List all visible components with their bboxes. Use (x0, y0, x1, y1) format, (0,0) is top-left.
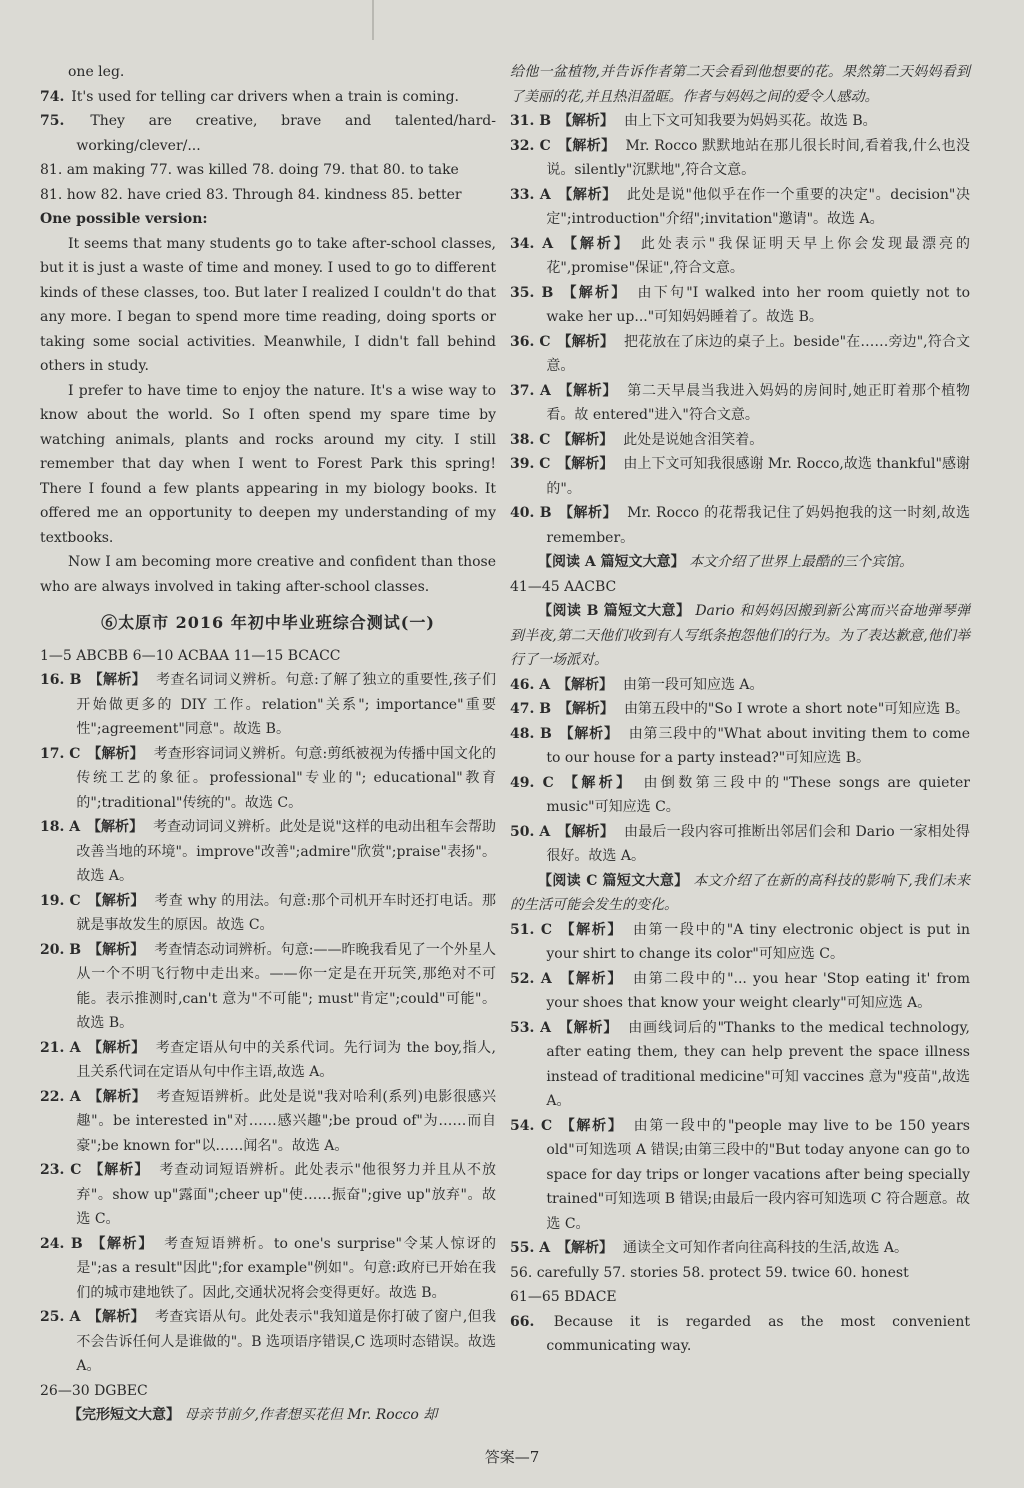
answer-text: 考查情态动词辨析。句意:——昨晚我看见了一个外星人从一个不明飞行物中走出来。——你一定是在开玩笑,那绝对不可能。表示推测时,can't 意为"不可能"; must"肯定";could"可能"。故选 B。 (76, 941, 497, 1031)
analysis-tag: 【解析】 (87, 745, 144, 762)
answer-item (510, 109, 970, 134)
answer-text: 把花放在了床边的桌子上。beside"在……旁边",符合文意。 (546, 333, 971, 374)
answer-line: 26—30 DGBEC (40, 1382, 148, 1399)
analysis-tag: 【解析】 (559, 725, 619, 742)
summary-tag: 【阅读 A 篇短文大意】 (538, 554, 685, 570)
answer-item (510, 501, 970, 550)
answer-number: 46. A (510, 676, 555, 693)
paragraph: one leg. (68, 64, 125, 80)
section-title: ⑥太原市 2016 年初中毕业班综合测试(一) (101, 613, 435, 632)
answer-line: 56. carefully 57. stories 58. protect 59. twice 60. honest (510, 1264, 909, 1281)
summary-block (510, 550, 970, 575)
analysis-tag: 【解析】 (557, 431, 614, 448)
summary-text: 本文介绍了世界上最酷的三个宾馆。 (684, 554, 914, 570)
answer-number: 33. A (510, 186, 557, 203)
summary-tag: 【阅读 C 篇短文大意】 (538, 872, 689, 889)
answer-number: 50. A (510, 823, 556, 840)
answer-item (510, 330, 970, 379)
answer-number: 20. B (40, 941, 87, 958)
answer-number: 36. C (510, 333, 556, 350)
analysis-tag: 【解析】 (557, 333, 615, 350)
summary-text: Dario 和妈妈因搬到新公寓而兴奋地弹琴弹到半夜,第二天他们收到有人写纸条抱怨他们的行为。为了表达歉意,他们举行了一场派对。 (510, 603, 970, 668)
answer-item (510, 673, 970, 698)
answer-item (510, 183, 970, 232)
answer-text: 考查动词词义辨析。此处是说"这样的电动出租车会帮助改善当地的环境"。improve"改善";admire"欣赏";praise"表扬"。故选 A。 (76, 819, 496, 884)
answer-item (510, 1310, 970, 1359)
answer-number: 55. A (510, 1240, 555, 1256)
answer-text: Because it is regarded as the most convenient communicating way. (546, 1313, 970, 1354)
answer-number: 49. C (510, 774, 562, 791)
answer-text: 考查 why 的用法。句意:那个司机开车时还打电话。那就是事故发生的原因。故选 C。 (76, 892, 497, 933)
analysis-tag: 【解析】 (558, 186, 617, 203)
answer-number: 48. B (510, 725, 558, 742)
answer-number: 23. C (40, 1162, 88, 1178)
answer-item (40, 1036, 496, 1085)
answer-text: Mr. Rocco 的花帮我记住了妈妈抱我的这一时刻,故选 remember。 (546, 505, 971, 546)
analysis-tag: 【解析】 (87, 819, 144, 835)
analysis-tag: 【解析】 (558, 382, 618, 399)
answer-number: 74. (40, 88, 70, 105)
analysis-tag: 【解析】 (560, 970, 624, 987)
page-footer: 答案—7 (484, 1448, 540, 1466)
analysis-tag: 【解析】 (87, 1309, 146, 1325)
answer-text: 由最后一段内容可推断出邻居们会和 Dario 一家相处得很好。故选 A。 (546, 823, 971, 864)
page-fold-line (372, 0, 374, 40)
answer-text: 考查定语从句中的关系代词。先行词为 the boy,指人,且关系代词在定语从句中作主语,故选 A。 (76, 1039, 497, 1080)
summary-text: 母亲节前夕,作者想买花但 Mr. Rocco 却 (180, 1407, 438, 1423)
analysis-tag: 【解析】 (559, 505, 618, 521)
summary-block (510, 599, 970, 673)
answer-text: 此处是说"他似乎在作一个重要的决定"。decision"决定";introduction"介绍";invitation"邀请"。故选 A。 (546, 186, 970, 227)
right-column (510, 60, 970, 1359)
analysis-tag: 【解析】 (87, 892, 145, 909)
answer-text: 由第一段中的"people may live to be 150 years old"可知选项 A 错误;由第三段中的"But today anyone can go to space for day trips or longer vacations after being specially trained"可知选项 B 错误;由最后一段内容可知选项 C 符合题意。故选 C。 (546, 1117, 970, 1232)
answer-item (510, 1236, 970, 1261)
section-heading: One possible version: (40, 211, 208, 227)
answer-line: 81. how 82. have cried 83. Through 84. kindness 85. better (40, 186, 462, 203)
summary-block (40, 1403, 496, 1428)
analysis-tag: 【解析】 (564, 774, 634, 791)
answer-text: 由第一段中的"A tiny electronic object is put in your shirt to change its color"可知应选 C。 (546, 921, 970, 962)
answer-item (510, 918, 970, 967)
analysis-tag: 【解析】 (560, 921, 623, 938)
answer-text: 考查动词短语辨析。此处表示"他很努力并且从不放弃"。show up"露面";cheer up"使……振奋";give up"放弃"。故选 C。 (76, 1162, 496, 1227)
analysis-tag: 【解析】 (557, 823, 615, 840)
answer-text: 由第五段中的"So I wrote a short note"可知应选 B。 (623, 701, 970, 717)
answer-item (40, 668, 496, 742)
analysis-tag: 【解析】 (558, 1019, 619, 1036)
answer-item (510, 452, 970, 501)
answer-text: 通读全文可知作者向往高科技的生活,故选 A。 (622, 1240, 908, 1256)
answer-text: 由第一段可知应选 A。 (622, 676, 764, 693)
summary-text: 给他一盆植物,并告诉作者第二天会看到他想要的花。果然第二天妈妈看到了美丽的花,并且热泪盈眶。作者与妈妈之间的爱令人感动。 (510, 64, 970, 105)
answer-text: 第二天早晨当我进入妈妈的房间时,她正盯着那个植物看。故 entered"进入"符合文意。 (546, 382, 971, 423)
answer-item (510, 134, 970, 183)
analysis-tag: 【解析】 (557, 137, 616, 154)
answer-item (510, 379, 970, 428)
analysis-tag: 【解析】 (556, 676, 613, 693)
left-column (40, 60, 496, 1428)
answer-item (40, 889, 496, 938)
answer-number: 34. A (510, 235, 561, 252)
answer-number: 47. B (510, 701, 556, 717)
answer-number: 22. A (40, 1088, 87, 1105)
answer-number: 21. A (40, 1039, 86, 1056)
answer-number: 38. C (510, 431, 556, 448)
summary-text: 本文介绍了在新的高科技的影响下,我们未来的生活可能会发生的变化。 (510, 872, 970, 913)
answer-number: 24. B (40, 1235, 90, 1252)
answer-item (510, 722, 970, 771)
answer-item (510, 1114, 970, 1237)
answer-line: 81. am making 77. was killed 78. doing 79. that 80. to take (40, 162, 459, 178)
answer-number: 40. B (510, 505, 557, 521)
answer-text: They are creative, brave and talented/hard-working/clever/... (76, 113, 496, 154)
answer-item (40, 742, 496, 816)
analysis-tag: 【解析】 (89, 1162, 150, 1178)
answer-item (40, 85, 496, 110)
answer-line: 61—65 BDACE (510, 1289, 617, 1305)
answer-item (510, 771, 970, 820)
answer-text: 考查名词词义辨析。句意:了解了独立的重要性,孩子们开始做更多的 DIY 工作。relation"关系"; importance"重要性";agreement"同意"。故选 B。 (76, 672, 497, 737)
answer-text: 由第二段中的"... you hear 'Stop eating it' from your shoes that know your weight clearly"可知应选 A。 (546, 970, 971, 1011)
answer-number: 16. B (40, 672, 87, 688)
answer-text: 考查短语辨析。此处是说"我对哈利(系列)电影很感兴趣"。be interested in"对……感兴趣";be proud of"为……而自豪";be known for"以……闻名"。故选 A。 (76, 1088, 497, 1154)
answer-text: 由第三段中的"What about inviting them to come to our house for a party instead?"可知应选 B。 (546, 725, 971, 766)
paragraph: It seems that many students go to take after-school classes, but it is just a waste of time and money. I used to go to different kinds of these classes, too. But later I realized I couldn't do that any more. I began to spend more time reading, doing sports or taking some social activities. Meanwhile, I didn't fall behind others in study. (40, 235, 496, 374)
answer-text: 此处是说她含泪笑着。 (623, 431, 764, 448)
answer-text: 考查宾语从句。此处表示"我知道是你打破了窗户,但我不会告诉任何人是谁做的"。B 选项语序错误,C 选项时态错误。故选 A。 (76, 1309, 497, 1374)
answer-text: 由倒数第三段中的"These songs are quieter music"可知应选 C。 (546, 774, 970, 815)
analysis-tag: 【解析】 (87, 1039, 146, 1056)
answer-item (510, 428, 970, 453)
answer-number: 66. (510, 1313, 552, 1330)
answer-item (40, 1232, 496, 1306)
answer-item (40, 1305, 496, 1379)
answer-item (40, 1085, 496, 1159)
answer-number: 32. C (510, 137, 556, 154)
answer-item (510, 967, 970, 1016)
answer-number: 17. C (40, 745, 86, 762)
answer-number: 53. A (510, 1019, 557, 1036)
answer-item (40, 109, 496, 158)
analysis-tag: 【解析】 (557, 701, 614, 717)
answer-item (40, 938, 496, 1036)
answer-line: 41—45 AACBC (510, 578, 617, 595)
answer-item (510, 281, 970, 330)
answer-text: 由上下文可知我很感谢 Mr. Rocco,故选 thankful"感谢的"。 (546, 456, 971, 497)
analysis-tag: 【解析】 (88, 941, 145, 958)
answer-text: 考查短语辨析。to one's surprise"令某人惊讶的是";as a result"因此";for example"例如"。句意:政府已开始在我们的城市建地铁了。因此,交通状况将会变得更好。故选 B。 (76, 1235, 497, 1301)
summary-tag: 【完形短文大意】 (68, 1407, 180, 1423)
answer-text: 考查形容词词义辨析。句意:剪纸被视为传播中国文化的传统工艺的象征。professional"专业的"; educational"教育的";traditional"传统的"。故选 C。 (76, 745, 497, 811)
answer-item (510, 1016, 970, 1114)
analysis-tag: 【解析】 (562, 235, 631, 252)
analysis-tag: 【解析】 (88, 672, 147, 688)
analysis-tag: 【解析】 (88, 1088, 147, 1105)
answer-number: 54. C (510, 1117, 559, 1134)
answer-text: 由画线词后的"Thanks to the medical technology, after eating them, they can help prevent the space illness instead of traditional medicine"可知 vaccines 意为"疫苗",故选 A。 (546, 1019, 971, 1109)
paragraph: Now I am becoming more creative and confident than those who are always involved in taking after-school classes. (40, 554, 496, 595)
answer-number: 52. A (510, 970, 559, 987)
answer-text: Mr. Rocco 默默地站在那儿很长时间,看着我,什么也没说。silently"沉默地",符合文意。 (546, 137, 971, 178)
answer-number: 35. B (510, 284, 561, 301)
analysis-tag: 【解析】 (91, 1235, 155, 1252)
answer-text: 由上下文可知我要为妈妈买花。故选 B。 (623, 113, 877, 129)
answer-number: 51. C (510, 921, 559, 938)
paragraph: I prefer to have time to enjoy the nature. It's a wise way to know about the world. So I often spend my spare time by watching animals, plants and rocks around my city. I still remember that day when I went to Forest Park this spring! There I found a few plants appearing in my biology books. It offered me an opportunity to deepen my understanding of my textbooks. (40, 382, 496, 546)
answer-number: 25. A (40, 1309, 86, 1325)
analysis-tag: 【解析】 (557, 113, 614, 129)
summary-block (510, 869, 970, 918)
answer-text: 由下句"I walked into her room quietly not to wake her up..."可知妈妈睡着了。故选 B。 (546, 284, 971, 325)
answer-number: 18. A (40, 819, 86, 835)
answer-item (510, 820, 970, 869)
answer-number: 39. C (510, 456, 556, 472)
answer-number: 37. A (510, 382, 557, 399)
answer-line: 1—5 ABCBB 6—10 ACBAA 11—15 BCACC (40, 647, 341, 664)
answer-number: 31. B (510, 113, 556, 129)
analysis-tag: 【解析】 (556, 1240, 613, 1256)
answer-item (510, 697, 970, 722)
answer-item (510, 232, 970, 281)
analysis-tag: 【解析】 (562, 284, 628, 301)
analysis-tag: 【解析】 (557, 456, 614, 472)
answer-number: 75. (40, 113, 89, 129)
analysis-tag: 【解析】 (560, 1117, 624, 1134)
answer-number: 19. C (40, 892, 86, 909)
answer-text: 此处表示"我保证明天早上你会发现最漂亮的花",promise"保证",符合文意。 (546, 235, 970, 276)
answer-item (40, 815, 496, 889)
summary-tag: 【阅读 B 篇短文大意】 (538, 603, 691, 619)
answer-item (40, 1158, 496, 1232)
answer-text: It's used for telling car drivers when a train is coming. (71, 88, 460, 105)
